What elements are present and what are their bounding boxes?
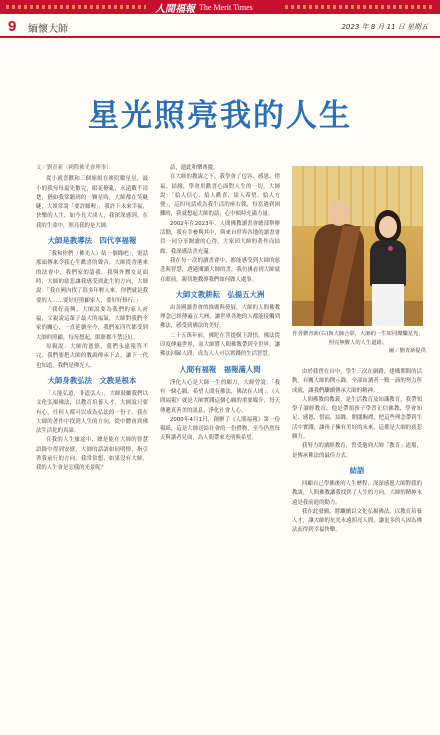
photo-caption: [290, 330, 426, 356]
subheading: 人間有福報 福報滿人間: [179, 364, 261, 374]
paragraph: 人間佛教的教義，是生活教育及知識教育，我帶領學子讀經教育，他是帶領孩子學習正信佛教，學會知足、感恩、惜福、結緣，開闊胸襟，把這些理念帶到生活中實踐，讓孩子擁有美好的未來，這都是大師的慈悲願力。: [292, 396, 422, 441]
paragraph: 二十五萬年前，佛陀在菩提樹下證悟，佛法從印度傳遍世界，而大師將人間佛教帶到全世界，讓佛法回歸人間，成為人人可以實踐的生活智慧。: [160, 332, 280, 358]
paragraph: 「我和你們（佛光人）結一個緣吧」，電話那頭傳來令我心生歡喜的聲音，大師從香港來的法會中，我們家的請我，我與外甥女見面時，大師的慈悲讓我感受到此生的方向，大師說：「我在國內找了很多年輕人來，你們就是我要的人……要好好照顧家人，要好好修行。」: [36, 251, 148, 304]
paragraph: 2002年在2023年，人間佛教讀書會總部舉辦活動，我有幸參與其中，與來自世界各地的讀書會員一同分享閱讀的心得，大家因大師的著作而結緣，我深感法喜充滿。: [160, 220, 280, 255]
masthead-ornament-right: [285, 5, 433, 9]
article-column-2: [160, 164, 280, 719]
paragraph: 「我好高興，大師說要為我們的家人祈福，父親說這輩子最大的福氣，大師對我們全家的關心，一直延續至今，我們家四代都受到大師的照顧，每每想起，眼眶都不禁泛紅。: [36, 306, 148, 341]
caption-text: 作者劉青新(右)與大師合影，大師的一生如同燦爛星光，照亮無數人的人生道路。: [292, 331, 424, 346]
page-number: 9: [8, 18, 17, 35]
paragraph: 從小就喜歡和三個姐姐在後院數星星，最小的我每每最先數完，眼花撩亂，永遠數不清楚，猶如我常聽到的一顆星時，大師都在笑瞇瞇，大姐常說「要許願喔」，我許下未來幸福，快樂的人生，如今長大成人，我深深感到，在我的生命中，照亮我的是大師。: [36, 176, 148, 229]
photo-monk-figure: [310, 200, 368, 326]
photo-woman-figure: [366, 210, 410, 326]
brand-english-name: The Merit Times: [199, 2, 253, 12]
brand-chinese-logo: 人間福報: [155, 3, 195, 15]
paragraph: 2000年4月1日，創辦了《人間福報》第一份報紙，這是大師送給社會的一份禮物，至今仍然每天與讀者見面，為人間帶來光明與希望。: [160, 416, 280, 442]
paragraph: 語，遺此和樂喪慶。: [170, 165, 219, 171]
section-title: 緬懷大師: [28, 24, 68, 35]
article-column-1: [36, 164, 148, 719]
paragraph: 我在此發願，將繼續以文化弘揚佛法，以教育培養人才，讓大師的星光永遠照亮人間，讓更多的人因為佛法而得到幸福快樂。: [292, 508, 422, 534]
article-title: 星光照亮我的人生: [88, 98, 352, 134]
paragraph: 「人能弘道，非道弘人」，大師鼓勵我們以文化弘揚佛法，以教育培養人才，大師說只要有心，任何人都可以成為弘法的一份子。我在大師的著作中找到人生的方向，從中體會到佛法生活化的真諦。: [36, 390, 148, 435]
subheading: 大師身教弘法 文教是根本: [47, 375, 137, 385]
photo-credit: 圖／劉青新提供: [388, 348, 426, 354]
masthead: [0, 0, 440, 14]
article-photo: [292, 166, 423, 326]
byline: 文／劉青新（國際佛光會理事）: [36, 165, 112, 171]
paragraph: 回顧自己學佛後的人生歷程，深深感恩大師對我的教誨，人間佛教讓我找到了人生的方向，大師的精神永遠是我前進的動力。: [292, 480, 422, 506]
paragraph: 在大師的教誨之下，我學會了包容、感恩、惜福、結緣，學會用歡喜心面對人生的一切，大師說：「給人信心、給人歡喜、給人希望、給人方便」，這四句話成為我生活的座右銘，每當遇到困難時，我就想起大師的話，心中頓時充滿力量。: [160, 174, 280, 218]
paragraph: 在我的人生旅途中，總是能在大師的智慧語錄中得到安慰，大師的話語如同明燈，指引著我前行的方向。我常常想，如果沒有大師，我的人生會是怎樣的光景呢？: [36, 437, 148, 472]
brand: [155, 1, 253, 13]
paragraph: 我在每一次的讀書會中，都能感受到大師的慈悲與智慧，透過閱讀大師的書，我彷彿看到大師就在眼前，親切地教導我們如何做人處事。: [160, 257, 280, 283]
paragraph: 淨化人心是大師一生的願力，大師曾說：「我有一個心願，希望人間有佛法，佛法在人間」。《人間福報》就是大師實踐這個心願的重要媒介，每天傳遞真善美的訊息，淨化社會人心。: [160, 379, 280, 414]
paragraph: 我努力的讀經教育，曾受邀到大師「教育」道場，是傳承佛法的最佳方式。: [292, 443, 422, 459]
paragraph: 由於我曾在台中，學生三次在網路，建構期間的活動，有關大師的開示錄，全部由讀者一點一滴的努力所成就，讓我們繼續傳承大師的精神。: [292, 369, 422, 394]
article-title-area: [0, 90, 440, 150]
subheading: 結語: [349, 465, 365, 475]
article-column-3: [292, 368, 422, 668]
paragraph: 母親說：大師的恩德，我們永遠報答不完，我們要把大師的教誨傳承下去，讓下一代也知道，我們是佛光人。: [36, 344, 148, 369]
page-header: [0, 16, 440, 38]
subheading: 大師文教耕耘 弘揚五大洲: [175, 289, 265, 299]
issue-date: 2023 年 8 月 11 日 星期五: [341, 23, 428, 31]
masthead-ornament-left: [6, 5, 146, 9]
paragraph: 由各國讀書會的推廣與發展，大師的人間佛教理念已經傳遍五大洲，讓世界各地的人都能接觸到佛法，感受到佛法的美好。: [160, 304, 280, 330]
subheading: 大師是教導法 四代享福報: [47, 236, 137, 246]
